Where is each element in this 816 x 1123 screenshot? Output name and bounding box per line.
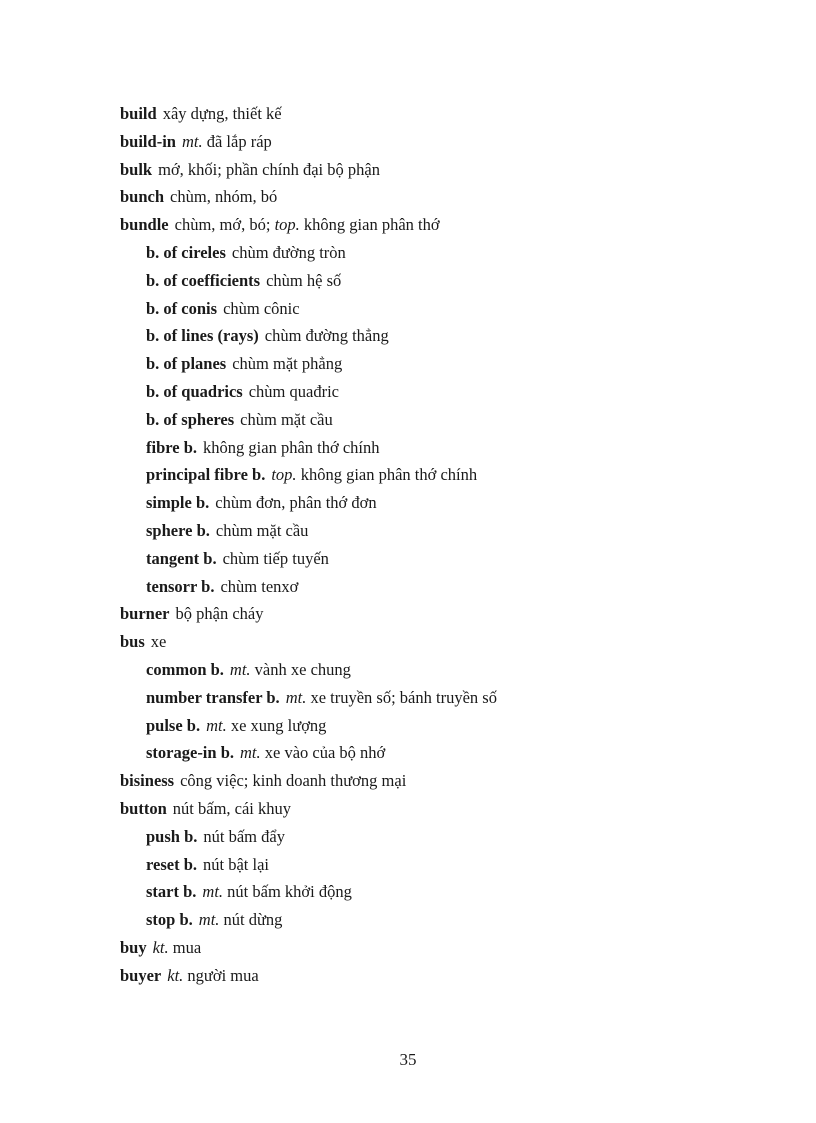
entry-domain: mt.: [206, 715, 227, 735]
entry-domain: mt.: [198, 910, 220, 930]
headword-entry: [120, 795, 720, 823]
entry-definition: mua: [172, 937, 202, 957]
sub-entry: [120, 378, 720, 406]
sub-entry: [120, 239, 720, 267]
entry-definition: xe xung lượng: [230, 715, 327, 735]
entry-domain: mt.: [285, 687, 307, 707]
entry-definition: nút dừng: [223, 910, 283, 930]
entry-definition: xe vào của bộ nhớ: [264, 743, 386, 763]
entry-definition: công việc; kinh doanh thương mại: [180, 771, 407, 791]
entry-definition: xe: [150, 632, 167, 652]
entry-domain: top.: [271, 465, 297, 485]
entry-definition: chùm cônic: [223, 298, 300, 318]
entry-definition: bộ phận cháy: [175, 604, 264, 624]
entry-term: b. of spheres: [146, 409, 235, 429]
entry-term: start b.: [146, 882, 197, 902]
headword-entry: [120, 100, 720, 128]
entry-definition: nút bấm đẩy: [203, 826, 285, 846]
headword-entry: [120, 767, 720, 795]
sub-entry: [120, 267, 720, 295]
entry-definition: chùm mặt cầu: [215, 520, 309, 540]
entry-term: b. of coefficients: [146, 270, 261, 290]
entry-domain: mt.: [202, 882, 224, 902]
entry-definition: nút bấm khởi động: [227, 882, 352, 902]
entry-term: stop b.: [146, 910, 193, 930]
entry-definition: không gian phân thớ chính: [203, 437, 380, 457]
entry-definition: nút bấm, cái khuy: [172, 798, 292, 818]
sub-entry: [120, 489, 720, 517]
entry-definition: chùm tiếp tuyến: [222, 548, 329, 568]
entry-definition: chùm tenxơ: [220, 576, 299, 596]
entry-term: b. of lines (rays): [146, 326, 259, 346]
entry-definition: chùm mặt phẳng: [232, 354, 343, 374]
sub-entry: [120, 517, 720, 545]
entry-term: b. of quadrics: [146, 381, 243, 401]
sub-entry: [120, 851, 720, 879]
entry-domain: mt.: [181, 131, 203, 151]
sub-entry: [120, 739, 720, 767]
entry-definition: chùm đường thẳng: [264, 326, 389, 346]
headword-entry: [120, 934, 720, 962]
entry-term: sphere b.: [146, 520, 210, 540]
entry-term: tangent b.: [146, 548, 217, 568]
sub-entry: [120, 656, 720, 684]
headword-entry: [120, 600, 720, 628]
entry-term: common b.: [146, 659, 224, 679]
entry-term: bundle: [120, 215, 169, 235]
entry-definition: chùm mặt cầu: [240, 409, 333, 429]
entry-definition: xây dựng, thiết kế: [162, 104, 282, 123]
sub-entry: [120, 906, 720, 934]
entry-term: buyer: [120, 965, 162, 985]
entry-term: burner: [120, 604, 170, 624]
entry-term: bulk: [120, 159, 153, 179]
headword-entry: [120, 183, 720, 211]
entry-term: fibre b.: [146, 437, 198, 457]
entry-definition: chùm, nhóm, bó: [170, 187, 278, 207]
entry-definition: không gian phân thớ: [303, 215, 440, 235]
entry-definition: đã lắp ráp: [206, 131, 272, 151]
sub-entry: [120, 350, 720, 378]
entry-term: b. of planes: [146, 354, 227, 374]
sub-entry: [120, 545, 720, 573]
entry-definition: chùm quađric: [248, 381, 339, 401]
entry-domain: top.: [274, 215, 300, 235]
sub-entry: [120, 573, 720, 601]
sub-entry: [120, 823, 720, 851]
sub-entry: [120, 406, 720, 434]
entry-definition: chùm đường tròn: [231, 242, 346, 262]
sub-entry: [120, 295, 720, 323]
entry-list: [120, 100, 720, 990]
headword-entry: [120, 628, 720, 656]
entry-term: tensorr b.: [146, 576, 215, 596]
headword-entry: [120, 211, 720, 239]
entry-definition: chùm hệ số: [266, 270, 342, 290]
entry-definition: người mua: [187, 965, 259, 985]
entry-domain: mt.: [229, 659, 251, 679]
entry-definition: xe truyền số; bánh truyền số: [310, 687, 497, 707]
entry-term: button: [120, 798, 167, 818]
sub-entry: [120, 712, 720, 740]
entry-definition: nút bật lại: [203, 854, 269, 874]
entry-term: principal fibre b.: [146, 465, 266, 485]
entry-definition: vành xe chung: [254, 659, 351, 679]
entry-domain: kt.: [152, 937, 169, 957]
entry-term: b. of conis: [146, 298, 218, 318]
headword-entry: [120, 962, 720, 990]
entry-term: build-in: [120, 131, 176, 151]
entry-term: number transfer b.: [146, 687, 280, 707]
entry-domain: kt.: [167, 965, 184, 985]
entry-definition: mớ, khối; phần chính đại bộ phận: [158, 159, 380, 179]
entry-definition: không gian phân thớ chính: [300, 465, 478, 485]
entry-term: bunch: [120, 187, 165, 207]
headword-entry: [120, 156, 720, 184]
sub-entry: [120, 684, 720, 712]
entry-term: reset b.: [146, 854, 198, 874]
entry-term: bisiness: [120, 771, 175, 791]
entry-definition: chùm, mớ, bó;: [174, 215, 271, 235]
entry-term: simple b.: [146, 493, 210, 513]
sub-entry: [120, 461, 720, 489]
sub-entry: [120, 322, 720, 350]
entry-term: bus: [120, 632, 145, 652]
entry-term: pulse b.: [146, 715, 201, 735]
sub-entry: [120, 878, 720, 906]
entry-domain: mt.: [240, 743, 261, 763]
entry-term: build: [120, 104, 157, 123]
headword-entry: [120, 128, 720, 156]
entry-term: buy: [120, 937, 147, 957]
entry-term: b. of cireles: [146, 242, 226, 262]
entry-definition: chùm đơn, phân thớ đơn: [215, 493, 377, 513]
entry-term: push b.: [146, 826, 198, 846]
entry-term: storage-in b.: [146, 743, 234, 763]
page-number: 35: [399, 1050, 417, 1069]
sub-entry: [120, 434, 720, 462]
